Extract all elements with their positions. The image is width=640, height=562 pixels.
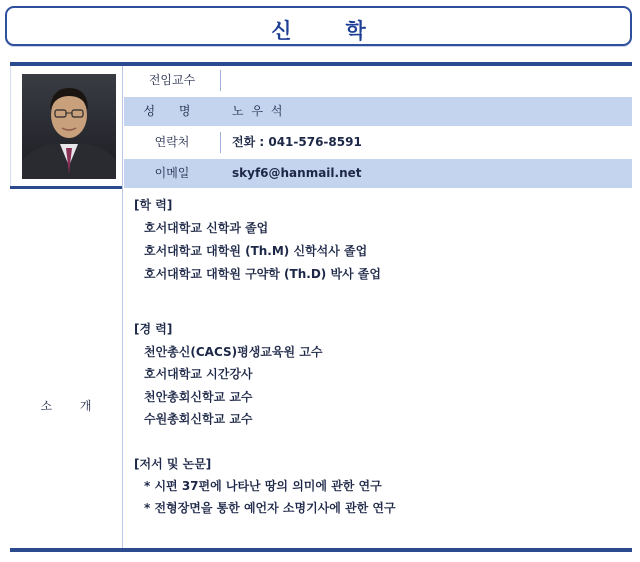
list-item: * 시편 37편에 나타난 땅의 의미에 관한 연구 [144, 479, 382, 493]
intro-label: 소 개 [40, 399, 104, 413]
list-item: 수원총회신학교 교수 [144, 412, 253, 426]
email-row [124, 159, 632, 188]
profile-photo [22, 74, 116, 179]
list-item: * 전형장면을 통한 예언자 소명기사에 관한 연구 [144, 501, 396, 515]
page-title: 신학 [271, 19, 420, 43]
portrait-photo-icon [22, 74, 116, 179]
rank-label: 전임교수 [148, 73, 196, 87]
rank-row [124, 66, 632, 95]
section-divider-rule [10, 186, 122, 189]
contact-row [124, 128, 632, 157]
photo-cell-border [10, 66, 11, 186]
contact-value: 전화 : 041-576-8591 [232, 135, 362, 149]
list-item: 호서대학교 대학원 구약학 (Th.D) 박사 졸업 [144, 267, 381, 281]
publications-title: [저서 및 논문] [134, 457, 212, 471]
email-label: 이메일 [154, 166, 190, 180]
list-item: 호서대학교 시간강사 [144, 367, 253, 381]
table-bottom-rule [10, 548, 632, 552]
list-item: 호서대학교 신학과 졸업 [144, 221, 269, 235]
list-item: 천안총회신학교 교수 [144, 390, 253, 404]
education-title: [학 력] [134, 198, 173, 212]
email-value[interactable]: skyf6@hanmail.net [232, 166, 362, 180]
name-value: 노 우 석 [232, 104, 285, 118]
row-separator [220, 132, 221, 153]
name-label: 성 명 [143, 104, 201, 118]
name-row [124, 97, 632, 126]
list-item: 천안총신(CACS)평생교육원 고수 [144, 345, 323, 359]
page-title-box [5, 6, 632, 46]
list-item: 호서대학교 대학원 (Th.M) 신학석사 졸업 [144, 244, 368, 258]
column-divider [122, 66, 123, 548]
career-title: [경 력] [134, 322, 173, 336]
contact-label: 연락처 [154, 135, 190, 149]
row-separator [220, 70, 221, 91]
